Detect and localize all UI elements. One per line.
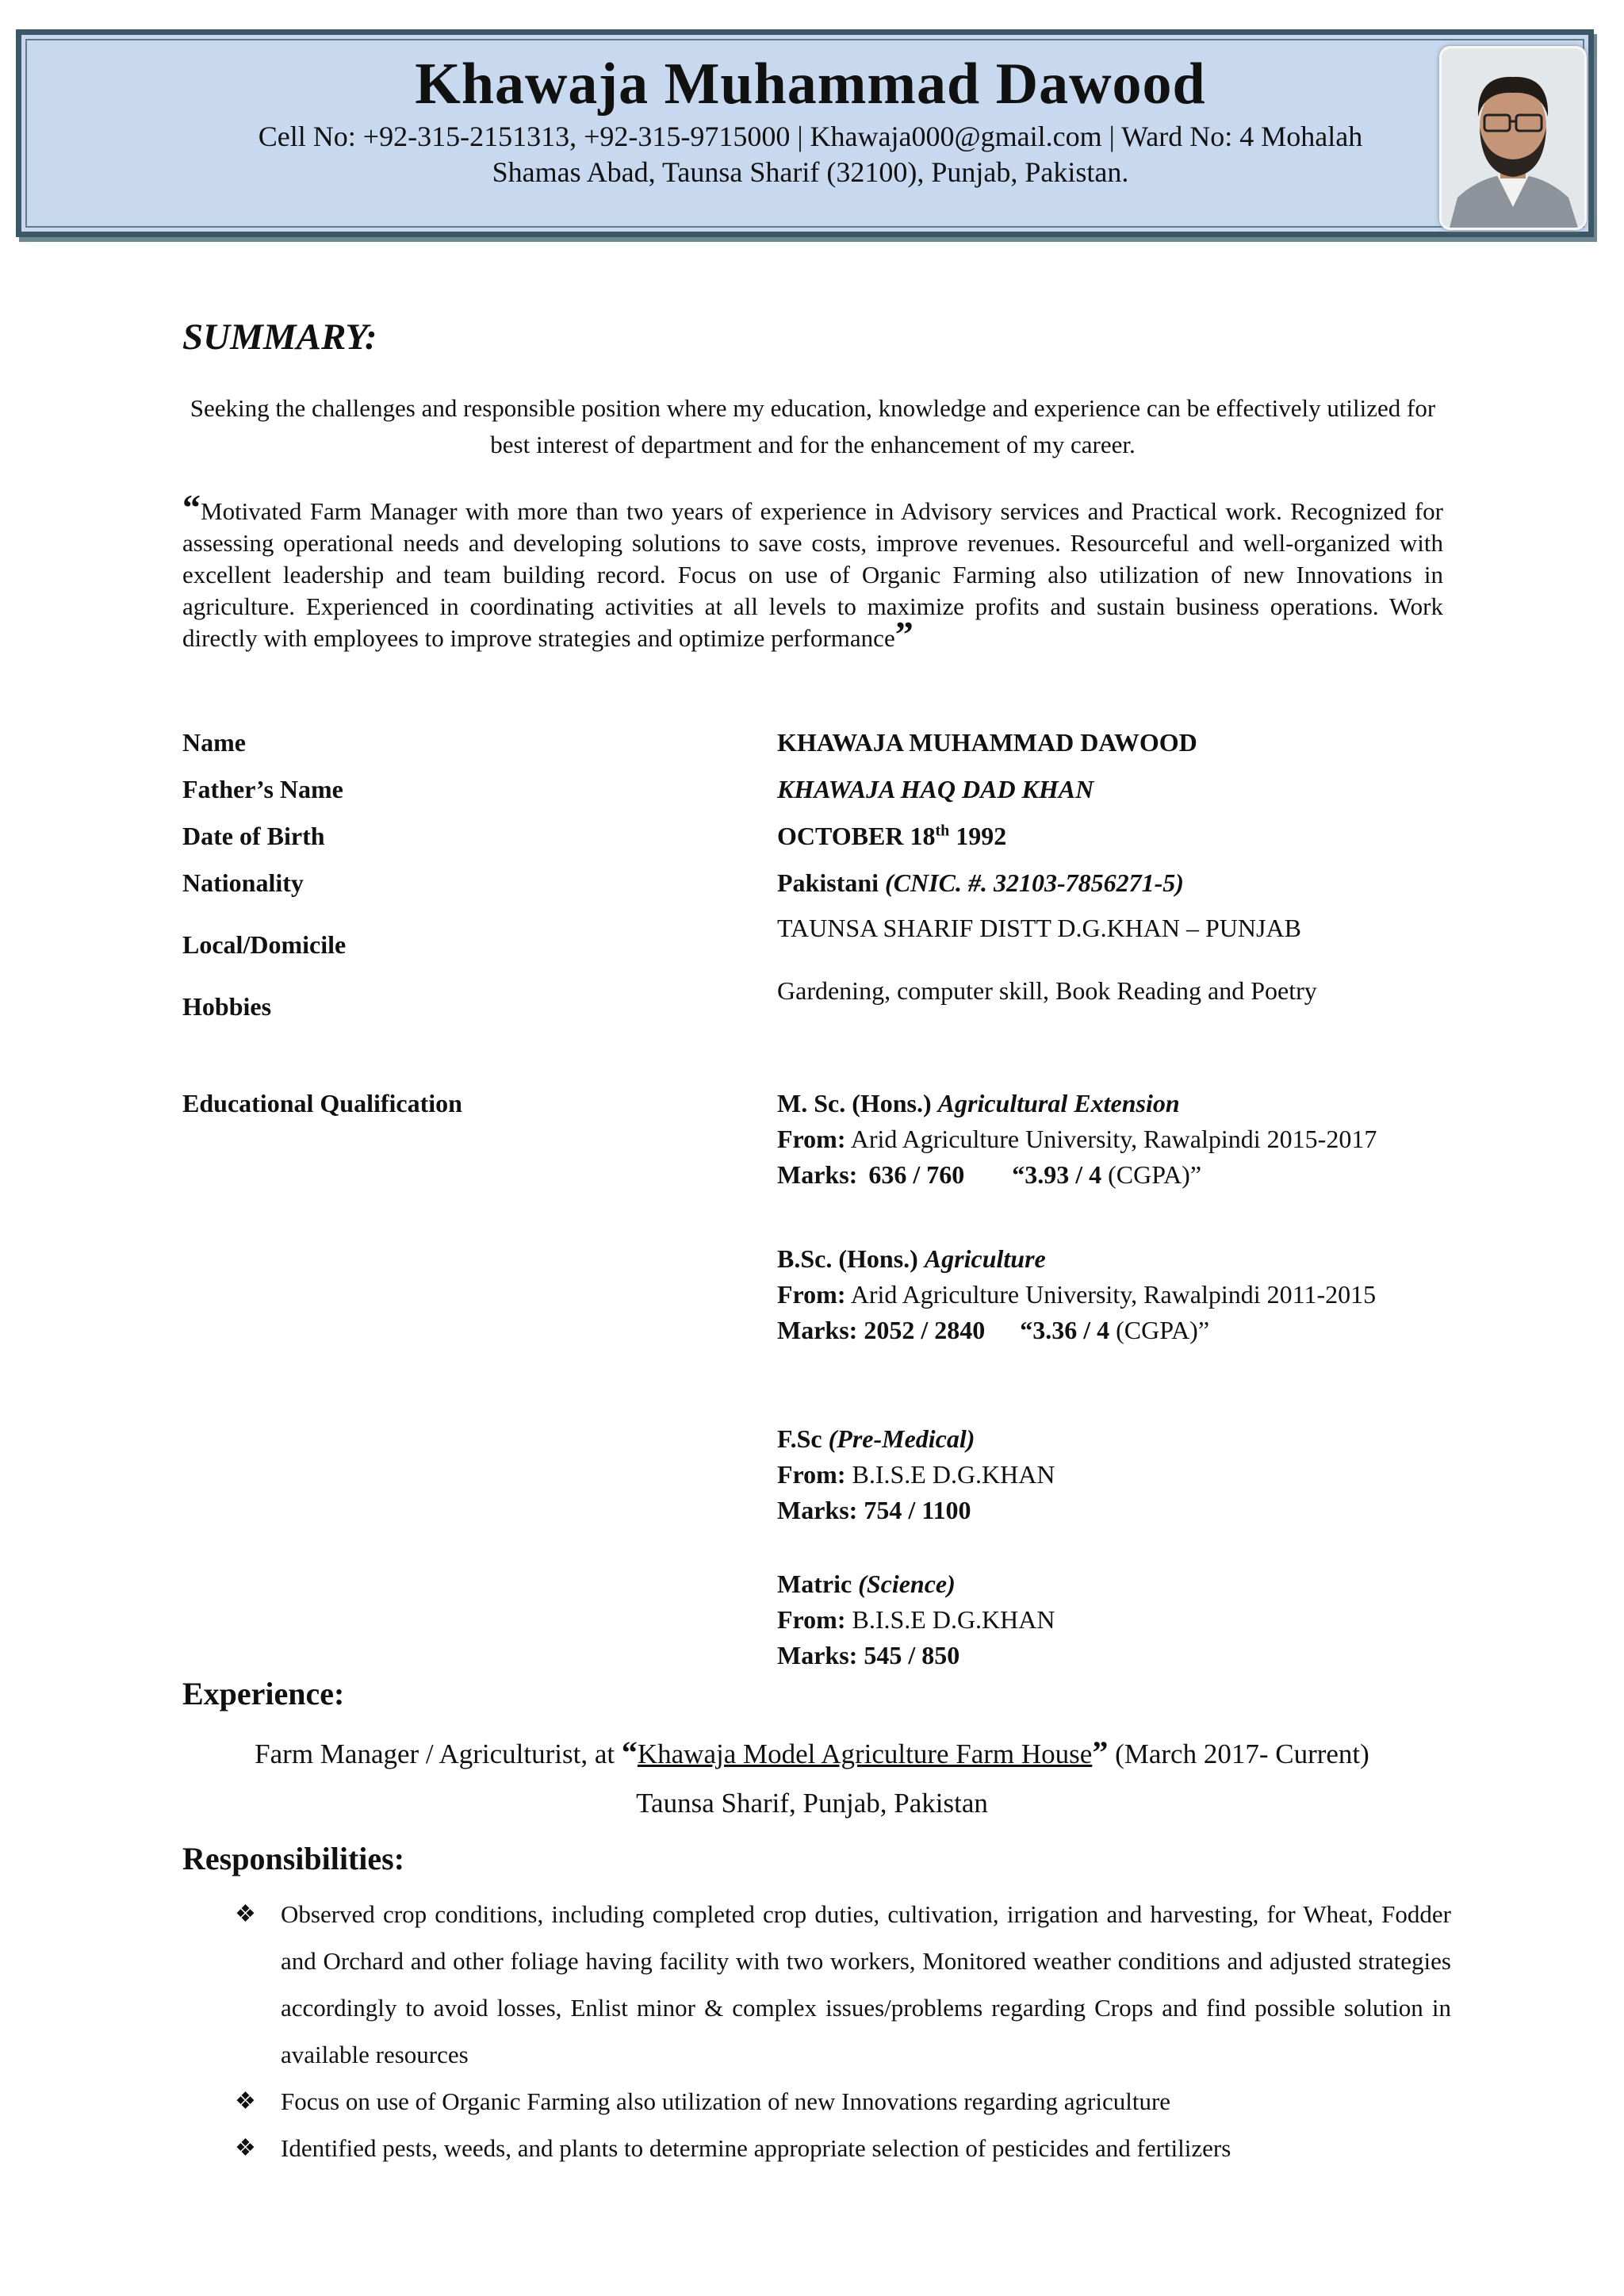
experience-role: [0, 1734, 1624, 1771]
education-fsc: [777, 1421, 1435, 1528]
fsc-marks: 754 / 1100: [864, 1496, 971, 1524]
domicile-value: TAUNSA SHARIF DISTT D.G.KHAN – PUNJAB: [777, 914, 1301, 942]
msc-cgpa-suffix: (CGPA)”: [1101, 1160, 1202, 1189]
msc-cgpa: “3.93 / 4: [1012, 1160, 1102, 1189]
bsc-marks-label: Marks:: [777, 1316, 858, 1344]
education-label: Educational Qualification: [182, 1089, 462, 1117]
responsibilities-list: [222, 1891, 1451, 2171]
bsc-degree: B.Sc. (Hons.): [777, 1244, 918, 1273]
msc-field: Agricultural Extension: [937, 1089, 1180, 1117]
fsc-from-label: From:: [777, 1460, 846, 1489]
fsc-board: B.I.S.E D.G.KHAN: [852, 1460, 1055, 1489]
education-bsc: [777, 1241, 1396, 1348]
bsc-marks: 2052 / 2840: [864, 1316, 986, 1344]
career-objective: Seeking the challenges and responsible position where my education, knowledge and experience can be effectively utilized for best interest of department and for the enhancement of my career.: [190, 394, 1436, 458]
nationality-label: Nationality: [182, 868, 304, 897]
matric-marks: 545 / 850: [864, 1641, 960, 1669]
company-close-quote: ”: [1092, 1734, 1109, 1770]
msc-from-label: From:: [777, 1125, 846, 1153]
list-item: [222, 2125, 1451, 2171]
hobbies-value: Gardening, computer skill, Book Reading and Poetry: [777, 976, 1317, 1005]
profile-quote: [182, 487, 1443, 654]
father-name-value: KHAWAJA HAQ DAD KHAN: [777, 775, 1094, 803]
contact-info: [21, 119, 1599, 190]
matric-marks-label: Marks:: [777, 1641, 858, 1669]
dob-label: Date of Birth: [182, 822, 325, 850]
summary-heading: SUMMARY:: [182, 316, 377, 358]
header-banner: [16, 29, 1594, 237]
responsibility-text: Observed crop conditions, including completed crop duties, cultivation, irrigation and harvesting, for Wheat, Fodder and Orchard and other foliage having facility with two workers, Monitored weather conditions and adjusted strategies accordingly to avoid losses, Enlist minor & complex issues/problems regarding Crops and find possible solution in available resources: [281, 1900, 1451, 2068]
experience-title: Farm Manager / Agriculturist, at: [255, 1738, 622, 1769]
fsc-marks-label: Marks:: [777, 1496, 858, 1524]
education-msc: [777, 1086, 1435, 1193]
bsc-field: Agriculture: [924, 1244, 1046, 1273]
quote-close-mark: ”: [894, 614, 914, 654]
bsc-cgpa-suffix: (CGPA)”: [1109, 1316, 1210, 1344]
bsc-institution: Arid Agriculture University, Rawalpindi 2011-2015: [850, 1280, 1377, 1309]
matric-board: B.I.S.E D.G.KHAN: [852, 1605, 1055, 1634]
contact-line-1: Cell No: +92-315-2151313, +92-315-9715000 | Khawaja000@gmail.com | Ward No: 4 Mohalah: [258, 121, 1363, 152]
bsc-from-label: From:: [777, 1280, 846, 1309]
matric-from-label: From:: [777, 1605, 846, 1634]
profile-photo: [1439, 46, 1587, 230]
bullet-diamond-icon: ❖: [235, 2088, 256, 2114]
bullet-diamond-icon: ❖: [235, 2135, 256, 2161]
list-item: [222, 2078, 1451, 2125]
profile-quote-text: Motivated Farm Manager with more than two years of experience in Advisory services and Practical work. Recognized for assessing operational needs and developing solutions to save costs, improve revenues. Resourceful and well-organized with excellent leadership and team building record. Focus on use of Organic Farming also utilization of new Innovations in agriculture. Experienced in coordinating activities at all levels to maximize profits and sustain business operations. Work directly with employees to improve strategies and optimize performance: [182, 497, 1443, 652]
quote-open-mark: “: [182, 487, 201, 527]
fsc-field: (Pre-Medical): [828, 1424, 975, 1453]
education-matric: [777, 1566, 1435, 1673]
msc-marks: 636 / 760: [868, 1160, 965, 1189]
nationality-text: Pakistani: [777, 868, 879, 897]
responsibility-text: Identified pests, weeds, and plants to determine appropriate selection of pesticides and fertilizers: [281, 2134, 1231, 2162]
father-name-label: Father’s Name: [182, 775, 343, 803]
msc-degree: M. Sc. (Hons.): [777, 1089, 932, 1117]
dob-suffix: th: [935, 822, 950, 840]
dob-year: 1992: [949, 822, 1007, 850]
company-name: Khawaja Model Agriculture Farm House: [637, 1738, 1093, 1769]
cnic-number: (CNIC. #. 32103-7856271-5): [885, 868, 1184, 897]
name-value: KHAWAJA MUHAMMAD DAWOOD: [777, 728, 1197, 757]
dob-value: [777, 822, 1006, 851]
contact-line-2: Shamas Abad, Taunsa Sharif (32100), Punjab, Pakistan.: [492, 156, 1129, 188]
responsibilities-heading: Responsibilities:: [182, 1841, 405, 1876]
matric-field: (Science): [858, 1570, 956, 1598]
nationality-value: [777, 868, 1184, 898]
candidate-name: Khawaja Muhammad Dawood: [415, 52, 1206, 117]
responsibility-text: Focus on use of Organic Farming also utilization of new Innovations regarding agriculture: [281, 2087, 1171, 2115]
experience-location: Taunsa Sharif, Punjab, Pakistan: [636, 1788, 988, 1819]
msc-institution: Arid Agriculture University, Rawalpindi 2015-2017: [850, 1125, 1377, 1153]
name-label: Name: [182, 728, 246, 757]
hobbies-label: Hobbies: [182, 992, 272, 1021]
experience-period: (March 2017- Current): [1108, 1738, 1369, 1769]
domicile-label: Local/Domicile: [182, 930, 347, 959]
matric-degree: Matric: [777, 1570, 852, 1598]
fsc-degree: F.Sc: [777, 1424, 822, 1453]
company-open-quote: “: [621, 1734, 638, 1770]
msc-marks-label: Marks:: [777, 1160, 858, 1189]
list-item: [222, 1891, 1451, 2078]
experience-heading: Experience:: [182, 1676, 345, 1711]
bullet-diamond-icon: ❖: [235, 1901, 256, 1927]
dob-day: OCTOBER 18: [777, 822, 936, 850]
bsc-cgpa: “3.36 / 4: [1020, 1316, 1110, 1344]
